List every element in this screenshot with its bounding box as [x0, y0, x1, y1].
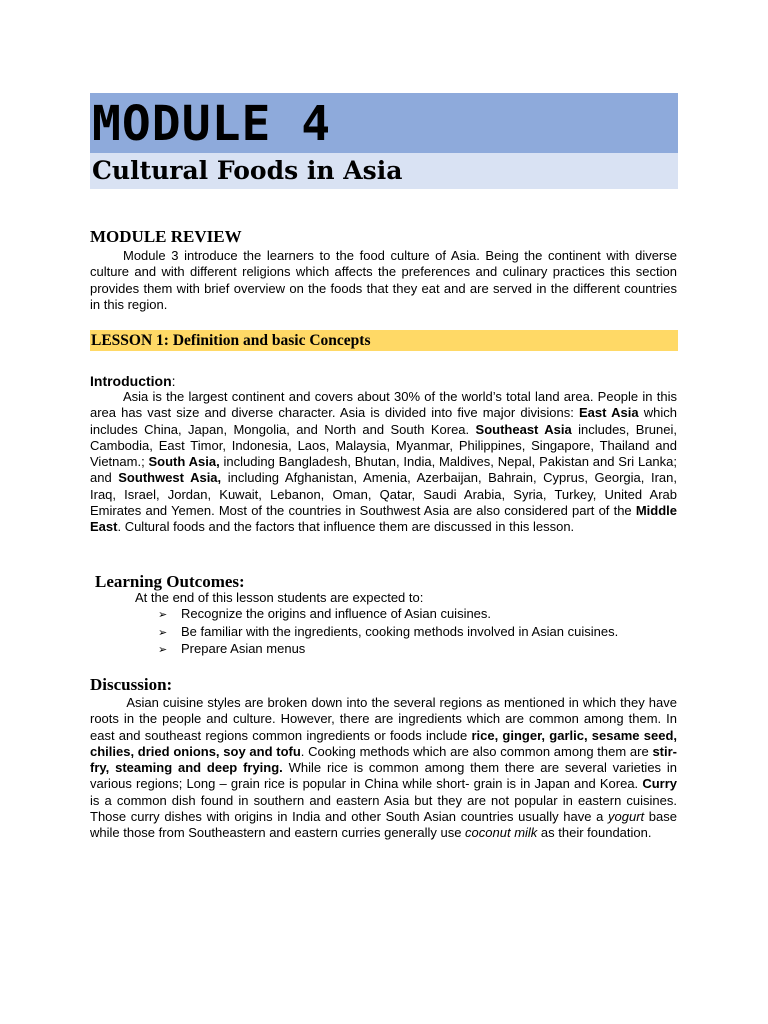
outcome-text: Prepare Asian menus: [181, 641, 306, 656]
disc-text-1: Asian cuisine styles are broken down into the several regions as mentioned in which they have roots in the people and culture. However, there are ingredients which are common among them. In east and southeast regions common ingredients or foods include: [90, 695, 677, 743]
outcome-text: Be familiar with the ingredients, cooking methods involved in Asian cuisines.: [181, 623, 619, 639]
disc-text-5: base while those from Southeastern and eastern curries generally use: [90, 809, 677, 841]
intro-text-2: which includes China, Japan, Mongolia, and North and South Korea.: [90, 405, 677, 437]
intro-text-6: . Cultural foods and the factors that influence them are discussed in this lesson.: [117, 519, 575, 535]
module-review-heading: MODULE REVIEW: [90, 227, 242, 246]
arrow-bullet-icon: ➢: [158, 626, 168, 639]
disc-text-3: While rice is common among them there are several varieties in various regions; Long – grain rice is popular in China while short- grain is in Japan and Korea.: [90, 760, 677, 792]
intro-bold-southeast-asia: Southeast Asia: [475, 421, 572, 437]
arrow-bullet-icon: ➢: [158, 644, 168, 656]
module-subtitle: Cultural Foods in Asia: [92, 156, 403, 185]
disc-italic-yogurt: yogurt: [608, 809, 645, 825]
introduction-paragraph: [90, 389, 677, 536]
intro-text-1: Asia is the largest continent and covers about 30% of the world’s total land area. People in this area has vast size and diverse character. Asia is divided into five major divisions:: [90, 389, 677, 421]
disc-bold-curry: Curry: [642, 776, 677, 792]
intro-text-5: including Afghanistan, Amenia, Azerbaijan, Bahrain, Cyprus, Georgia, Iran, Iraq, Israel, Jordan, Kuwait, Lebanon, Oman, Qatar, Saudi Arabia, Syria, Turkey, United Arab Emirates and Yemen. Most of the countries in Southwest Asia are also considered part of the: [90, 470, 677, 519]
learning-outcomes-lead: At the end of this lesson students are expected to:: [135, 590, 424, 605]
learning-outcomes-list: [158, 606, 618, 659]
introduction-heading: [90, 372, 176, 390]
discussion-paragraph: [90, 695, 677, 842]
intro-bold-south-asia: South Asia,: [148, 454, 220, 470]
introduction-colon: :: [171, 373, 176, 389]
arrow-bullet-icon: ➢: [158, 609, 168, 621]
lesson-heading: LESSON 1: Definition and basic Concepts: [91, 332, 371, 349]
learning-outcomes-heading: Learning Outcomes:: [95, 572, 245, 591]
outcome-text: Recognize the origins and influence of Asian cuisines.: [181, 606, 492, 621]
disc-bold-ingredients: rice, ginger, garlic, sesame seed, chilies, dried onions, soy and tofu: [90, 727, 678, 759]
intro-text-4: including Bangladesh, Bhutan, India, Maldives, Nepal, Pakistan and Sri Lanka; and: [90, 454, 677, 486]
intro-bold-east-asia: East Asia: [579, 405, 639, 421]
disc-italic-coconut-milk: coconut milk: [465, 825, 538, 841]
disc-text-2: . Cooking methods which are also common among them are: [300, 743, 653, 759]
list-item: [158, 624, 618, 642]
module-title: MODULE 4: [92, 96, 332, 152]
intro-text-3: includes, Brunei, Cambodia, East Timor, Indonesia, Laos, Malaysia, Myanmar, Philippines, Singapore, Thailand and Vietnam.;: [90, 421, 677, 470]
list-item: [158, 606, 618, 624]
disc-bold-methods: stir- fry, steaming and deep frying.: [90, 743, 677, 776]
list-item: [158, 641, 618, 659]
disc-text-4: is a common dish found in southern and eastern Asia but they are not popular in eastern cuisines. Those curry dishes with origins in India and other South Asian countries usually have a: [90, 792, 677, 825]
disc-text-6: as their foundation.: [537, 825, 652, 841]
intro-bold-middle-east: Middle East: [90, 503, 677, 535]
introduction-heading-text: Introduction: [90, 373, 172, 389]
module-review-paragraph: [90, 248, 677, 313]
module-review-text: Module 3 introduce the learners to the food culture of Asia. Being the continent with diverse culture and with different religions which affects the preferences and culinary practices this section provides them with brief overview on the foods that they eat and are served in the different countries in this region.: [90, 248, 677, 312]
discussion-heading: Discussion:: [90, 675, 173, 694]
intro-bold-southwest-asia: Southwest Asia,: [118, 470, 222, 486]
